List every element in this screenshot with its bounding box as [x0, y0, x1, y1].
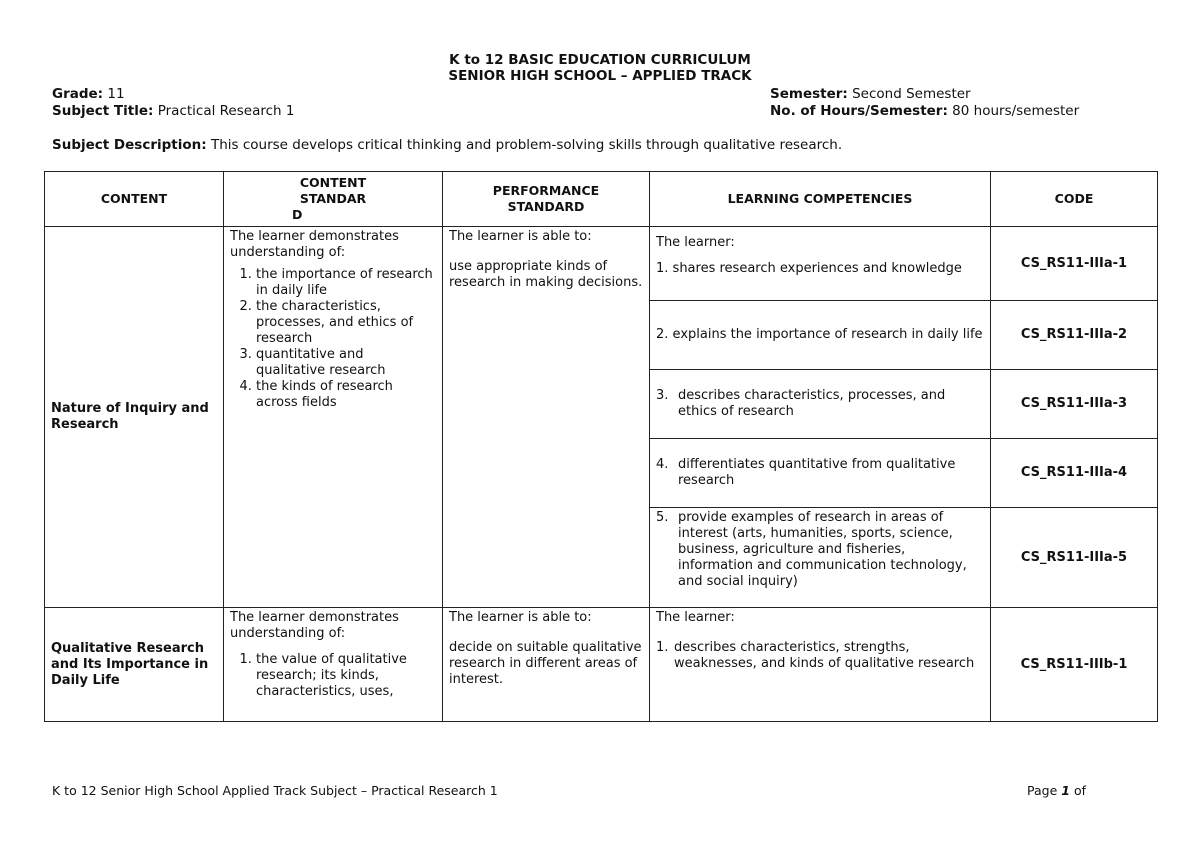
content-standard-list [230, 267, 436, 411]
semester-value: Second Semester [852, 86, 971, 102]
performance-standard-cell [443, 608, 650, 722]
competency-cell [650, 370, 991, 439]
code-cell: CS_RS11-IIIb-1 [991, 608, 1158, 722]
code-cell: CS_RS11-IIIa-3 [991, 370, 1158, 439]
content-cell: Nature of Inquiry and Research [45, 227, 224, 608]
col-header-learning-competencies: LEARNING COMPETENCIES [650, 172, 991, 227]
performance-standard-cell [443, 227, 650, 608]
hours-line [770, 103, 1079, 119]
content-standard-cell [224, 227, 443, 608]
curriculum-title: K to 12 BASIC EDUCATION CURRICULUM [449, 52, 751, 68]
competency-text: differentiates quantitative from qualitative research [678, 457, 956, 488]
col-header-code: CODE [991, 172, 1158, 227]
competency-number: 1. [656, 261, 669, 276]
competency-cell [650, 608, 991, 722]
list-item: 2. the characteristics, processes, and ethics of research [256, 299, 436, 347]
performance-text: use appropriate kinds of research in making decisions. [449, 259, 643, 290]
table-header-row [45, 172, 1158, 227]
competency-cell [650, 227, 991, 301]
competency-cell [650, 508, 991, 608]
competency-cell [650, 301, 991, 370]
content-cell: Qualitative Research and Its Importance in Daily Life [45, 608, 224, 722]
semester-line [770, 86, 971, 102]
page-indicator [1027, 783, 1086, 798]
performance-intro: The learner is able to: [449, 610, 592, 625]
code-cell: CS_RS11-IIIa-4 [991, 439, 1158, 508]
col-header-ps-line1: PERFORMANCE [492, 183, 600, 198]
page-number: 1 [1061, 783, 1070, 798]
competency-text: provide examples of research in areas of interest (arts, humanities, sports, science, business, agriculture and fisheries, information and communication technology, and social inquiry) [678, 510, 967, 589]
grade-line [52, 86, 125, 102]
competency-text: shares research experiences and knowledge [672, 261, 962, 276]
competencies-intro: The learner: [656, 235, 735, 250]
semester-label: Semester: [770, 86, 848, 102]
competency-number: 3. [656, 388, 669, 403]
hours-label: No. of Hours/Semester: [770, 103, 948, 119]
col-header-performance-standard [443, 172, 650, 227]
subject-description [52, 137, 842, 153]
code-cell: CS_RS11-IIIa-1 [991, 227, 1158, 301]
hours-value: 80 hours/semester [952, 103, 1080, 119]
list-item: 3. quantitative and qualitative research [256, 347, 436, 379]
col-header-cs-line2: STANDAR [299, 191, 367, 206]
code-cell: CS_RS11-IIIa-2 [991, 301, 1158, 370]
page-prefix: Page [1027, 783, 1058, 798]
footer-subject: K to 12 Senior High School Applied Track Subject – Practical Research 1 [52, 783, 498, 798]
grade-value: 11 [107, 86, 125, 102]
code-cell: CS_RS11-IIIa-5 [991, 508, 1158, 608]
competency-cell [650, 439, 991, 508]
col-header-cs-line3: D [292, 207, 303, 222]
table-row [45, 227, 1158, 301]
content-standard-list [230, 652, 436, 700]
competencies-intro: The learner: [656, 610, 735, 625]
competency-text: describes characteristics, processes, and ethics of research [678, 388, 946, 419]
description-value: This course develops critical thinking and problem-solving skills through qualitative research. [210, 137, 843, 153]
list-item: 4. the kinds of research across fields [256, 379, 436, 411]
subject-title-line [52, 103, 294, 119]
page-suffix: of [1073, 783, 1086, 798]
subject-title-label: Subject Title: [52, 103, 154, 119]
col-header-content-standard [224, 172, 443, 227]
competency-text: explains the importance of research in daily life [672, 327, 983, 342]
col-header-ps-line2: STANDARD [507, 199, 585, 214]
table-row [45, 608, 1158, 722]
performance-text: decide on suitable qualitative research in different areas of interest. [449, 640, 642, 687]
col-header-cs-line1: CONTENT [299, 175, 367, 190]
track-title: SENIOR HIGH SCHOOL – APPLIED TRACK [448, 68, 752, 84]
performance-intro: The learner is able to: [449, 229, 592, 244]
competency-number: 5. [656, 510, 669, 525]
competency-number: 1. [656, 640, 669, 655]
list-item: 1. the importance of research in daily life [256, 267, 436, 299]
competency-number: 4. [656, 457, 669, 472]
col-header-content: CONTENT [45, 172, 224, 227]
competency-number: 2. [656, 327, 669, 342]
curriculum-table [44, 171, 1158, 722]
content-standard-intro: The learner demonstrates understanding of: [230, 610, 399, 641]
list-item: 1. the value of qualitative research; its kinds, characteristics, uses, [256, 652, 436, 700]
description-label: Subject Description: [52, 137, 207, 153]
subject-title-value: Practical Research 1 [157, 103, 295, 119]
competency-text: describes characteristics, strengths, weaknesses, and kinds of qualitative research [674, 640, 975, 671]
grade-label: Grade: [52, 86, 104, 102]
content-standard-cell [224, 608, 443, 722]
content-standard-intro: The learner demonstrates understanding of: [230, 229, 399, 260]
